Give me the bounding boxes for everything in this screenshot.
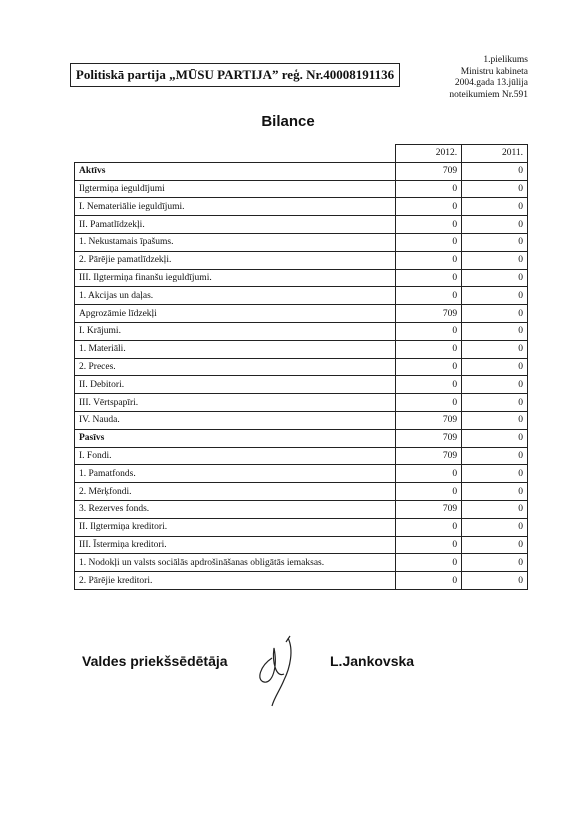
- value-2012: 709: [396, 305, 462, 323]
- table-header-row: [75, 145, 528, 163]
- table-row: [75, 162, 528, 180]
- value-2012: 0: [396, 340, 462, 358]
- row-label: 1. Nekustamais īpašums.: [75, 233, 396, 251]
- row-label: 1. Nodokļi un valsts sociālās apdrošināšanas obligātās iemaksas.: [75, 554, 396, 572]
- value-2011: 0: [462, 447, 528, 465]
- table-row: [75, 554, 528, 572]
- annex-line: 1.pielikums: [483, 55, 528, 65]
- value-2011: 0: [462, 394, 528, 412]
- value-2012: 0: [396, 465, 462, 483]
- column-header-2011: 2011.: [462, 145, 528, 163]
- table-row: [75, 340, 528, 358]
- row-label: III. Vērtspapīri.: [75, 394, 396, 412]
- annex-line: noteikumiem Nr.591: [449, 89, 528, 100]
- value-2011: 0: [462, 340, 528, 358]
- party-registration-box: [70, 63, 400, 87]
- value-2012: 0: [396, 216, 462, 234]
- table-row: [75, 572, 528, 590]
- row-label: 3. Rezerves fonds.: [75, 500, 396, 518]
- value-2012: 0: [396, 376, 462, 394]
- value-2012: 0: [396, 394, 462, 412]
- value-2011: 0: [462, 322, 528, 340]
- annex-line: Ministru kabineta: [460, 66, 528, 77]
- party-registration-text: Politiskā partija „MŪSU PARTIJA” reģ. Nr.40008191136: [75, 67, 395, 82]
- signatory-name: L.Jankovska: [330, 653, 415, 669]
- row-label: Ilgtermiņa ieguldījumi: [75, 180, 396, 198]
- row-label: II. Pamatlīdzekļi.: [75, 216, 396, 234]
- value-2012: 0: [396, 322, 462, 340]
- row-label: I. Nemateriālie ieguldījumi.: [75, 198, 396, 216]
- row-label: Pasīvs: [75, 429, 396, 447]
- table-row: [75, 305, 528, 323]
- value-2011: 0: [462, 251, 528, 269]
- value-2011: 0: [462, 554, 528, 572]
- row-label: IV. Nauda.: [75, 411, 396, 429]
- value-2012: 709: [396, 411, 462, 429]
- row-label: I. Krājumi.: [75, 322, 396, 340]
- value-2012: 0: [396, 180, 462, 198]
- value-2011: 0: [462, 180, 528, 198]
- row-label: III. Īstermiņa kreditori.: [75, 536, 396, 554]
- table-row: [75, 269, 528, 287]
- row-label: 2. Pārējie pamatlīdzekļi.: [75, 251, 396, 269]
- value-2011: 0: [462, 411, 528, 429]
- value-2012: 0: [396, 554, 462, 572]
- table-row: [75, 465, 528, 483]
- value-2012: 709: [396, 500, 462, 518]
- table-row: [75, 536, 528, 554]
- value-2012: 0: [396, 518, 462, 536]
- table-row: [75, 429, 528, 447]
- row-label: 2. Preces.: [75, 358, 396, 376]
- annex-line: 2004.gada 13.jūlija: [454, 78, 528, 88]
- row-label: 1. Materiāli.: [75, 340, 396, 358]
- value-2011: 0: [462, 483, 528, 501]
- value-2011: 0: [462, 216, 528, 234]
- header-blank-cell: [75, 145, 396, 163]
- annex-reference: [408, 55, 528, 101]
- row-label: I. Fondi.: [75, 447, 396, 465]
- value-2012: 0: [396, 287, 462, 305]
- table-row: [75, 216, 528, 234]
- value-2012: 0: [396, 483, 462, 501]
- value-2012: 0: [396, 251, 462, 269]
- table-row: [75, 500, 528, 518]
- value-2011: 0: [462, 287, 528, 305]
- value-2011: 0: [462, 269, 528, 287]
- row-label: 1. Akcijas un daļas.: [75, 287, 396, 305]
- table-row: [75, 180, 528, 198]
- value-2011: 0: [462, 572, 528, 590]
- table-row: [75, 233, 528, 251]
- table-row: [75, 411, 528, 429]
- value-2012: 709: [396, 162, 462, 180]
- table-row: [75, 251, 528, 269]
- value-2011: 0: [462, 500, 528, 518]
- row-label: 2. Mērķfondi.: [75, 483, 396, 501]
- table-row: [75, 394, 528, 412]
- table-row: [75, 483, 528, 501]
- value-2012: 0: [396, 572, 462, 590]
- row-label: 1. Pamatfonds.: [75, 465, 396, 483]
- value-2011: 0: [462, 198, 528, 216]
- table-row: [75, 322, 528, 340]
- table-row: [75, 376, 528, 394]
- table-row: [75, 287, 528, 305]
- table-row: [75, 198, 528, 216]
- value-2011: 0: [462, 233, 528, 251]
- table-row: [75, 447, 528, 465]
- value-2012: 709: [396, 447, 462, 465]
- value-2011: 0: [462, 358, 528, 376]
- row-label: II. Ilgtermiņa kreditori.: [75, 518, 396, 536]
- handwritten-signature: [250, 628, 310, 708]
- row-label: Aktīvs: [75, 162, 396, 180]
- value-2011: 0: [462, 305, 528, 323]
- table-row: [75, 518, 528, 536]
- value-2011: 0: [462, 536, 528, 554]
- row-label: II. Debitori.: [75, 376, 396, 394]
- balance-table: [74, 144, 528, 590]
- document-title: Bilance: [261, 113, 315, 130]
- value-2011: 0: [462, 429, 528, 447]
- value-2011: 0: [462, 376, 528, 394]
- table-row: [75, 358, 528, 376]
- value-2011: 0: [462, 465, 528, 483]
- value-2012: 0: [396, 233, 462, 251]
- value-2011: 0: [462, 162, 528, 180]
- value-2012: 0: [396, 269, 462, 287]
- column-header-2012: 2012.: [396, 145, 462, 163]
- value-2012: 0: [396, 536, 462, 554]
- row-label: 2. Pārējie kreditori.: [75, 572, 396, 590]
- value-2012: 0: [396, 358, 462, 376]
- value-2012: 709: [396, 429, 462, 447]
- value-2011: 0: [462, 518, 528, 536]
- value-2012: 0: [396, 198, 462, 216]
- row-label: Apgrozāmie līdzekļi: [75, 305, 396, 323]
- signatory-role: Valdes priekšsēdētāja: [82, 653, 228, 669]
- row-label: III. Ilgtermiņa finanšu ieguldījumi.: [75, 269, 396, 287]
